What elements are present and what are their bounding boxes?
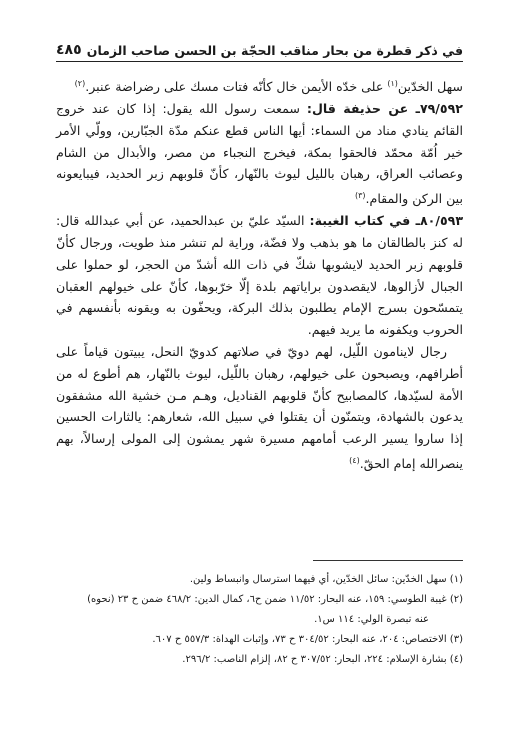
footnotes	[56, 570, 463, 670]
hadith-number: ٧٩/٥٩٢	[419, 100, 463, 116]
footnote-text: (٤) بشارة الإسلام: ٢٢٤، البحار: ٣٠٧/٥٢ ح ٨٢، إلزام الناصب: ٢٩٦/٢.	[182, 654, 463, 665]
footnote-text: عنه تبصرة الولي: ١١٤ س١.	[314, 614, 429, 625]
hadith-79-592	[56, 98, 463, 210]
paragraph-4	[56, 341, 463, 475]
footnote-ref: (١)	[387, 79, 398, 88]
footnote-ref: (٢)	[74, 79, 86, 88]
text-run: على خدّه الأيمن خال كأنّه فتات مسك على رضراضة عنبر.	[85, 79, 388, 95]
text-run: رجال لاينامون اللّيل، لهم دويّ في صلاتهم كدويّ النحل، يبيتون قياماً على أطرافهم، ويصبحون على خيولهم، رهبان باللّيل، ليوث بالنّهار، هم أطوع له من الأمة لسيّدها، كالمصابيح كأنّ قلوبهم القناديل، وهـم مـن خشية الله مشفقون يدعون بالشهادة، ويتمنّون أن يقتلوا في سبيل الله، شعارهم: يالثارات الحسين إذا ساروا يسير الرعب أمامهم مسيرة شهر يمشون إلى المولى إرسالاً، بهم ينصرالله إمام الحقّ.	[56, 343, 463, 472]
footnote-text: (٣) الاختصاص: ٢٠٤، عنه البحار: ٣٠٤/٥٢ ح ٧٣، وإثبات الهداة: ٥٥٧/٣ ح ٦٠٧.	[152, 634, 463, 645]
hadith-source: ـ في كتاب الغيبة:	[309, 213, 420, 229]
footnote-3	[56, 630, 463, 650]
footnote-divider	[313, 560, 463, 561]
running-title: في ذكر قطرة من بحار مناقب الحجّة بن الحسن صاحب الزمان	[86, 43, 463, 58]
page-header	[56, 36, 463, 62]
footnote-text: (١) سهل الخدّين: سائل الخدّين، أي فيهما استرسال وانبساط ولين.	[189, 574, 463, 585]
page-number: ٤٨٥	[56, 42, 82, 58]
paragraph-1	[56, 73, 463, 98]
footnote-ref: (٣)	[354, 191, 366, 201]
footnote-text: (٢) غيبة الطوسي: ١٥٩، عنه البحار: ١١/٥٢ ضمن ح٦، كمال الدين: ٤٦٨/٢ ضمن ح ٢٣ (نحوه)	[87, 594, 463, 605]
footnote-4	[56, 650, 463, 670]
text-run: سهل الخدّين	[397, 79, 463, 95]
hadith-80-593	[56, 210, 463, 341]
footnote-1	[56, 570, 463, 590]
hadith-number: ٨٠/٥٩٣	[419, 213, 464, 229]
hadith-text: سمعت رسول الله يقول: إذا كان عند خروج القائم ينادي مناد من السماء: أيها الناس قطع عنكم مدّة الجبّارين، وولّي الأمر خير اُمّة محمّد فالحقوا بمكة، فيخرج النجباء من مصر، والأبدال من الشام وعصائب العراق، رهبان بالليل ليوث بالنّهار، كأنّ قلوبهم زبر الحديد، فيبايعونه بين الركن والمقام.	[56, 100, 463, 207]
footnote-2	[56, 590, 463, 610]
footnote-2-cont	[56, 610, 463, 630]
hadith-text: السيّد عليّ بن عبدالحميد، عن أبي عبدالله قال: له كنز بالطالقان ما هو بذهب ولا فضّة، وراية لم تنشر منذ طويت، ورجال كأنّ قلوبهم زبر الحديد لايشوبها شكّ في ذات الله أشدّ من الحجر، لو حملوا على الجبال لأزالوها، لايقصدون براياتهم بلدة إلّا خرّبوها، كأنّ على خيولهم العقبان يتمسّحون بسرج الإمام يطلبون بذلك البركة، ويحفّون به ويقونه بأنفسهم في الحروب ويكفونه ما يريد فيهم.	[56, 213, 463, 338]
main-text	[56, 73, 463, 475]
hadith-source: ـ عن حذيفة قال:	[306, 100, 420, 116]
footnote-ref: (٤)	[349, 455, 360, 465]
